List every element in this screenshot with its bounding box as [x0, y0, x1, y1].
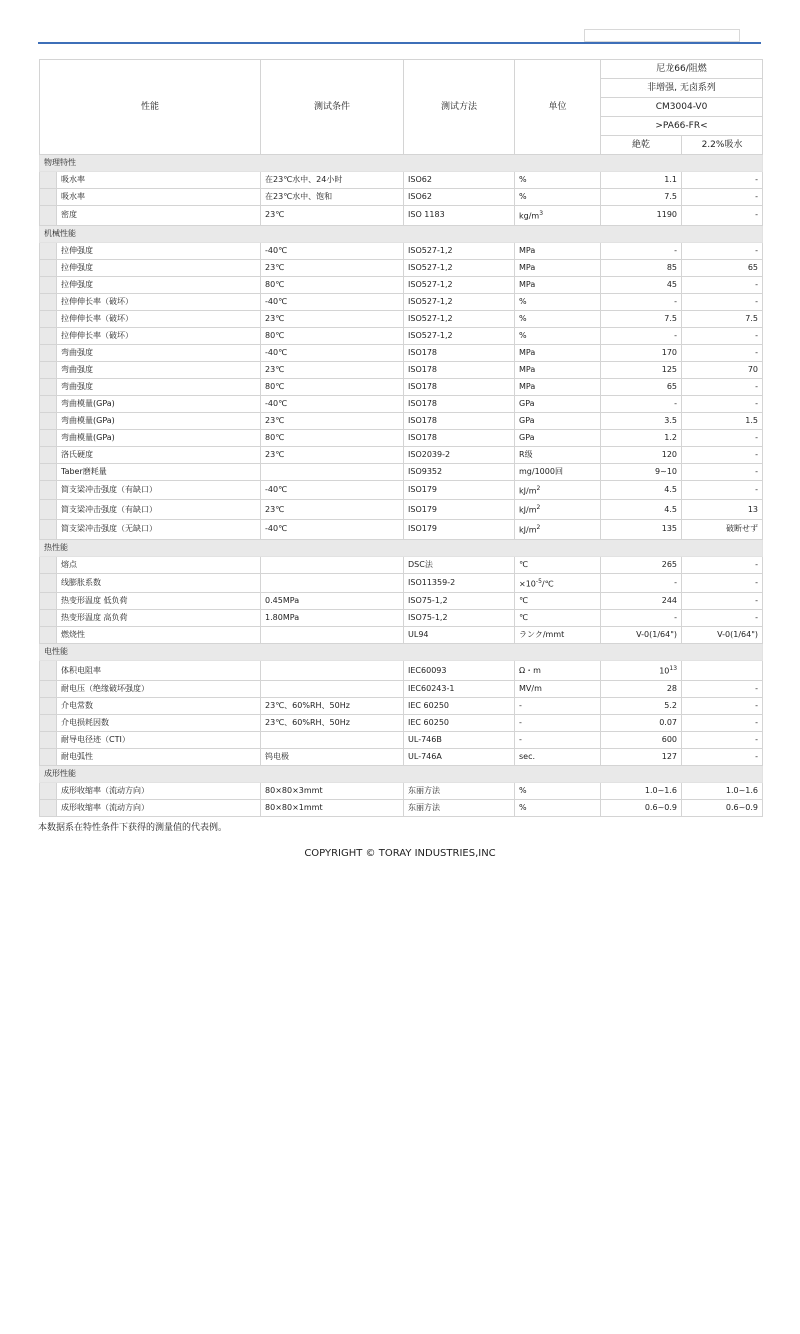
row-indent: [40, 361, 57, 378]
test-method: ISO178: [404, 395, 515, 412]
unit: ランク/mmt: [515, 627, 601, 644]
row-indent: [40, 378, 57, 395]
table-row: [40, 412, 763, 429]
value-dry: 244: [601, 593, 682, 610]
row-indent: [40, 395, 57, 412]
table-row: [40, 259, 763, 276]
row-indent: [40, 500, 57, 520]
section-title: 机械性能: [40, 225, 763, 242]
test-method: ISO62: [404, 172, 515, 189]
table-row: [40, 172, 763, 189]
unit: %: [515, 310, 601, 327]
row-indent: [40, 573, 57, 593]
unit: ℃: [515, 610, 601, 627]
unit: $\times 10^{-5}/℃$: [515, 573, 601, 593]
test-condition: 23℃: [261, 259, 404, 276]
unit: MPa: [515, 242, 601, 259]
value-dry: 3.5: [601, 412, 682, 429]
header-divider: [38, 42, 761, 44]
property-name: 拉伸伸长率（破坏）: [57, 327, 261, 344]
row-indent: [40, 610, 57, 627]
row-indent: [40, 731, 57, 748]
table-row: [40, 661, 763, 681]
value-wet: -: [682, 189, 763, 206]
test-method: ISO527-1,2: [404, 276, 515, 293]
row-indent: [40, 556, 57, 573]
test-method: ISO 1183: [404, 206, 515, 226]
value-wet: -: [682, 731, 763, 748]
value-dry: 4.5: [601, 480, 682, 500]
row-indent: [40, 310, 57, 327]
property-name: 体积电阻率: [57, 661, 261, 681]
row-indent: [40, 697, 57, 714]
product-line1: 尼龙66/阻燃: [601, 60, 763, 79]
value-dry: -: [601, 395, 682, 412]
test-method: ISO527-1,2: [404, 310, 515, 327]
value-wet: -: [682, 748, 763, 765]
row-indent: [40, 172, 57, 189]
value-wet: -: [682, 573, 763, 593]
header-row-1: [40, 60, 763, 79]
value-wet: -: [682, 172, 763, 189]
value-dry: -: [601, 293, 682, 310]
table-row: [40, 189, 763, 206]
table-row: [40, 361, 763, 378]
property-name: 弯曲模量(GPa): [57, 412, 261, 429]
product-line2: 非增强, 无卤系列: [601, 79, 763, 98]
row-indent: [40, 661, 57, 681]
table-row: [40, 276, 763, 293]
test-method: ISO178: [404, 378, 515, 395]
test-condition: 23℃、60%RH、50Hz: [261, 697, 404, 714]
test-condition: 23℃: [261, 412, 404, 429]
unit: %: [515, 293, 601, 310]
table-row: [40, 446, 763, 463]
test-condition: 钨电极: [261, 748, 404, 765]
section-header-row: [40, 155, 763, 172]
value-wet: -: [682, 680, 763, 697]
value-wet: [682, 661, 763, 681]
value-wet: -: [682, 593, 763, 610]
property-name: 拉伸伸长率（破坏）: [57, 293, 261, 310]
test-method: ISO179: [404, 519, 515, 539]
test-method: ISO178: [404, 344, 515, 361]
unit: %: [515, 172, 601, 189]
value-wet: 0.6~0.9: [682, 799, 763, 816]
unit: GPa: [515, 429, 601, 446]
value-dry: 1.0~1.6: [601, 782, 682, 799]
unit: $kJ/m^2$: [515, 519, 601, 539]
table-row: [40, 593, 763, 610]
property-name: 线膨胀系数: [57, 573, 261, 593]
table-row: [40, 731, 763, 748]
unit: ℃: [515, 556, 601, 573]
value-dry: 85: [601, 259, 682, 276]
section-header-row: [40, 225, 763, 242]
row-indent: [40, 189, 57, 206]
row-indent: [40, 799, 57, 816]
col-header-method: 测试方法: [404, 60, 515, 155]
row-indent: [40, 680, 57, 697]
table-row: [40, 344, 763, 361]
unit: MPa: [515, 378, 601, 395]
table-row: [40, 714, 763, 731]
row-indent: [40, 206, 57, 226]
col-header-condition: 测试条件: [261, 60, 404, 155]
test-method: 东丽方法: [404, 799, 515, 816]
value-wet: -: [682, 293, 763, 310]
test-condition: 0.45MPa: [261, 593, 404, 610]
section-header-row: [40, 539, 763, 556]
table-row: [40, 697, 763, 714]
unit: mg/1000回: [515, 463, 601, 480]
unit: Ω・m: [515, 661, 601, 681]
table-row: [40, 782, 763, 799]
value-wet: 7.5: [682, 310, 763, 327]
unit: GPa: [515, 412, 601, 429]
test-condition: [261, 573, 404, 593]
test-condition: -40℃: [261, 242, 404, 259]
row-indent: [40, 276, 57, 293]
test-condition: [261, 680, 404, 697]
test-method: IEC60093: [404, 661, 515, 681]
table-row: [40, 480, 763, 500]
value-wet: -: [682, 697, 763, 714]
value-dry: 7.5: [601, 310, 682, 327]
value-dry: -: [601, 573, 682, 593]
value-wet: 1.5: [682, 412, 763, 429]
value-dry: 135: [601, 519, 682, 539]
table-row: [40, 627, 763, 644]
test-method: ISO527-1,2: [404, 259, 515, 276]
section-title: 热性能: [40, 539, 763, 556]
section-title: 物理特性: [40, 155, 763, 172]
test-condition: 在23℃水中、饱和: [261, 189, 404, 206]
value-wet: -: [682, 429, 763, 446]
value-wet: -: [682, 463, 763, 480]
value-dry: 7.5: [601, 189, 682, 206]
value-wet: V-0(1/64"): [682, 627, 763, 644]
value-wet: 65: [682, 259, 763, 276]
value-dry: 1.1: [601, 172, 682, 189]
test-condition: -40℃: [261, 480, 404, 500]
value-wet: -: [682, 276, 763, 293]
test-condition: 在23℃水中、24小时: [261, 172, 404, 189]
property-name: 介电损耗因数: [57, 714, 261, 731]
value-dry: 1.2: [601, 429, 682, 446]
unit: MPa: [515, 361, 601, 378]
test-condition: [261, 556, 404, 573]
col-header-unit: 单位: [515, 60, 601, 155]
property-name: 熔点: [57, 556, 261, 573]
test-condition: [261, 731, 404, 748]
property-name: 燃烧性: [57, 627, 261, 644]
unit: MPa: [515, 344, 601, 361]
table-row: [40, 206, 763, 226]
table-row: [40, 310, 763, 327]
unit: -: [515, 714, 601, 731]
table-row: [40, 799, 763, 816]
test-condition: -40℃: [261, 344, 404, 361]
test-condition: 23℃: [261, 361, 404, 378]
test-condition: 80℃: [261, 378, 404, 395]
row-indent: [40, 519, 57, 539]
unit: -: [515, 731, 601, 748]
value-wet: -: [682, 327, 763, 344]
test-method: ISO75-1,2: [404, 610, 515, 627]
test-method: ISO178: [404, 412, 515, 429]
test-condition: 1.80MPa: [261, 610, 404, 627]
value-dry: 127: [601, 748, 682, 765]
test-method: ISO11359-2: [404, 573, 515, 593]
property-name: 介电常数: [57, 697, 261, 714]
table-row: [40, 748, 763, 765]
row-indent: [40, 344, 57, 361]
property-name: 拉伸伸长率（破坏）: [57, 310, 261, 327]
value-dry: -: [601, 242, 682, 259]
value-dry: 170: [601, 344, 682, 361]
property-name: 弯曲强度: [57, 378, 261, 395]
table-row: [40, 395, 763, 412]
table-row: [40, 293, 763, 310]
value-dry: 125: [601, 361, 682, 378]
row-indent: [40, 446, 57, 463]
copyright: COPYRIGHT © TORAY INDUSTRIES,INC: [304, 848, 496, 859]
test-condition: -40℃: [261, 293, 404, 310]
test-condition: [261, 463, 404, 480]
test-method: ISO527-1,2: [404, 293, 515, 310]
test-condition: 23℃: [261, 446, 404, 463]
test-method: ISO178: [404, 361, 515, 378]
unit: ℃: [515, 593, 601, 610]
test-condition: 23℃: [261, 206, 404, 226]
test-method: ISO62: [404, 189, 515, 206]
value-dry: 1190: [601, 206, 682, 226]
test-method: UL-746A: [404, 748, 515, 765]
row-indent: [40, 714, 57, 731]
test-method: ISO179: [404, 480, 515, 500]
value-wet: -: [682, 242, 763, 259]
test-condition: 80×80×1mmt: [261, 799, 404, 816]
table-row: [40, 519, 763, 539]
table-row: [40, 680, 763, 697]
property-name: 简支梁冲击强度（无缺口）: [57, 519, 261, 539]
property-name: 洛氏硬度: [57, 446, 261, 463]
grade-name: CM3004-V0: [601, 98, 763, 117]
value-dry: 5.2: [601, 697, 682, 714]
property-name: 热变形温度 高负荷: [57, 610, 261, 627]
property-name: 弯曲模量(GPa): [57, 429, 261, 446]
property-name: 简支梁冲击强度（有缺口）: [57, 500, 261, 520]
property-name: 弯曲强度: [57, 344, 261, 361]
property-name: 拉伸强度: [57, 242, 261, 259]
row-indent: [40, 327, 57, 344]
value-dry: 65: [601, 378, 682, 395]
value-dry: V-0(1/64"): [601, 627, 682, 644]
col-header-dry: 絶乾: [601, 136, 682, 155]
table-row: [40, 556, 763, 573]
property-name: 拉伸强度: [57, 259, 261, 276]
value-dry: 4.5: [601, 500, 682, 520]
test-method: ISO527-1,2: [404, 327, 515, 344]
test-condition: -40℃: [261, 519, 404, 539]
test-method: 东丽方法: [404, 782, 515, 799]
value-wet: 1.0~1.6: [682, 782, 763, 799]
unit: MV/m: [515, 680, 601, 697]
row-indent: [40, 463, 57, 480]
test-method: UL94: [404, 627, 515, 644]
row-indent: [40, 259, 57, 276]
table-row: [40, 429, 763, 446]
table-row: [40, 610, 763, 627]
table-row: [40, 327, 763, 344]
value-wet: -: [682, 446, 763, 463]
row-indent: [40, 748, 57, 765]
table-row: [40, 500, 763, 520]
unit: %: [515, 782, 601, 799]
value-wet: -: [682, 344, 763, 361]
value-wet: -: [682, 610, 763, 627]
unit: %: [515, 799, 601, 816]
row-indent: [40, 627, 57, 644]
col-header-property: 性能: [40, 60, 261, 155]
section-header-row: [40, 644, 763, 661]
property-name: 密度: [57, 206, 261, 226]
property-name: 耐电压（绝缘破坏强度）: [57, 680, 261, 697]
unit: GPa: [515, 395, 601, 412]
test-condition: 80℃: [261, 276, 404, 293]
test-condition: [261, 627, 404, 644]
unit: $kJ/m^2$: [515, 480, 601, 500]
unit: sec.: [515, 748, 601, 765]
unit: -: [515, 697, 601, 714]
section-title: 电性能: [40, 644, 763, 661]
property-name: 成形收缩率（流动方向）: [57, 782, 261, 799]
row-indent: [40, 782, 57, 799]
property-name: 简支梁冲击强度（有缺口）: [57, 480, 261, 500]
test-method: ISO2039-2: [404, 446, 515, 463]
test-method: ISO9352: [404, 463, 515, 480]
test-condition: 23℃: [261, 310, 404, 327]
value-wet: -: [682, 206, 763, 226]
property-name: 吸水率: [57, 172, 261, 189]
property-name: 耐电弧性: [57, 748, 261, 765]
property-name: 成形收缩率（流动方向）: [57, 799, 261, 816]
value-dry: 0.07: [601, 714, 682, 731]
unit: MPa: [515, 276, 601, 293]
row-indent: [40, 412, 57, 429]
value-dry: 600: [601, 731, 682, 748]
test-method: IEC 60250: [404, 697, 515, 714]
property-name: 热变形温度 低负荷: [57, 593, 261, 610]
table-row: [40, 378, 763, 395]
row-indent: [40, 242, 57, 259]
test-condition: 80℃: [261, 327, 404, 344]
property-name: 弯曲强度: [57, 361, 261, 378]
value-wet: 70: [682, 361, 763, 378]
value-wet: -: [682, 714, 763, 731]
value-dry: 265: [601, 556, 682, 573]
value-dry: 9~10: [601, 463, 682, 480]
value-wet: 破断せず: [682, 519, 763, 539]
test-condition: [261, 661, 404, 681]
unit: $kg/m^3$: [515, 206, 601, 226]
search-box[interactable]: [584, 29, 740, 42]
property-name: 弯曲模量(GPa): [57, 395, 261, 412]
test-method: ISO179: [404, 500, 515, 520]
value-wet: -: [682, 395, 763, 412]
section-title: 成形性能: [40, 765, 763, 782]
table-row: [40, 463, 763, 480]
table-row: [40, 573, 763, 593]
value-wet: -: [682, 378, 763, 395]
test-method: IEC 60250: [404, 714, 515, 731]
property-name: Taber磨耗量: [57, 463, 261, 480]
value-dry: 45: [601, 276, 682, 293]
test-condition: 80×80×3mmt: [261, 782, 404, 799]
test-condition: 23℃、60%RH、50Hz: [261, 714, 404, 731]
unit: $kJ/m^2$: [515, 500, 601, 520]
material-code: >PA66-FR<: [601, 117, 763, 136]
test-method: IEC60243-1: [404, 680, 515, 697]
test-condition: 23℃: [261, 500, 404, 520]
col-header-wet: 2.2%吸水: [682, 136, 763, 155]
value-dry: 0.6~0.9: [601, 799, 682, 816]
test-method: ISO75-1,2: [404, 593, 515, 610]
property-name: 吸水率: [57, 189, 261, 206]
test-method: ISO178: [404, 429, 515, 446]
test-method: ISO527-1,2: [404, 242, 515, 259]
table-body: [40, 155, 763, 817]
row-indent: [40, 480, 57, 500]
value-wet: -: [682, 480, 763, 500]
unit: MPa: [515, 259, 601, 276]
property-name: 拉伸强度: [57, 276, 261, 293]
value-wet: 13: [682, 500, 763, 520]
test-method: UL-746B: [404, 731, 515, 748]
value-dry: -: [601, 610, 682, 627]
section-header-row: [40, 765, 763, 782]
footnote: 本数据系在特性条件下获得的测量值的代表例。: [38, 823, 228, 833]
test-condition: -40℃: [261, 395, 404, 412]
value-dry: 28: [601, 680, 682, 697]
row-indent: [40, 429, 57, 446]
row-indent: [40, 293, 57, 310]
unit: %: [515, 327, 601, 344]
property-name: 耐导电径迹（CTI）: [57, 731, 261, 748]
test-condition: 80℃: [261, 429, 404, 446]
value-wet: -: [682, 556, 763, 573]
value-dry: -: [601, 327, 682, 344]
property-table: [39, 59, 763, 817]
row-indent: [40, 593, 57, 610]
value-dry: $10^{13}$: [601, 661, 682, 681]
value-dry: 120: [601, 446, 682, 463]
unit: R级: [515, 446, 601, 463]
unit: %: [515, 189, 601, 206]
table-row: [40, 242, 763, 259]
test-method: DSC法: [404, 556, 515, 573]
